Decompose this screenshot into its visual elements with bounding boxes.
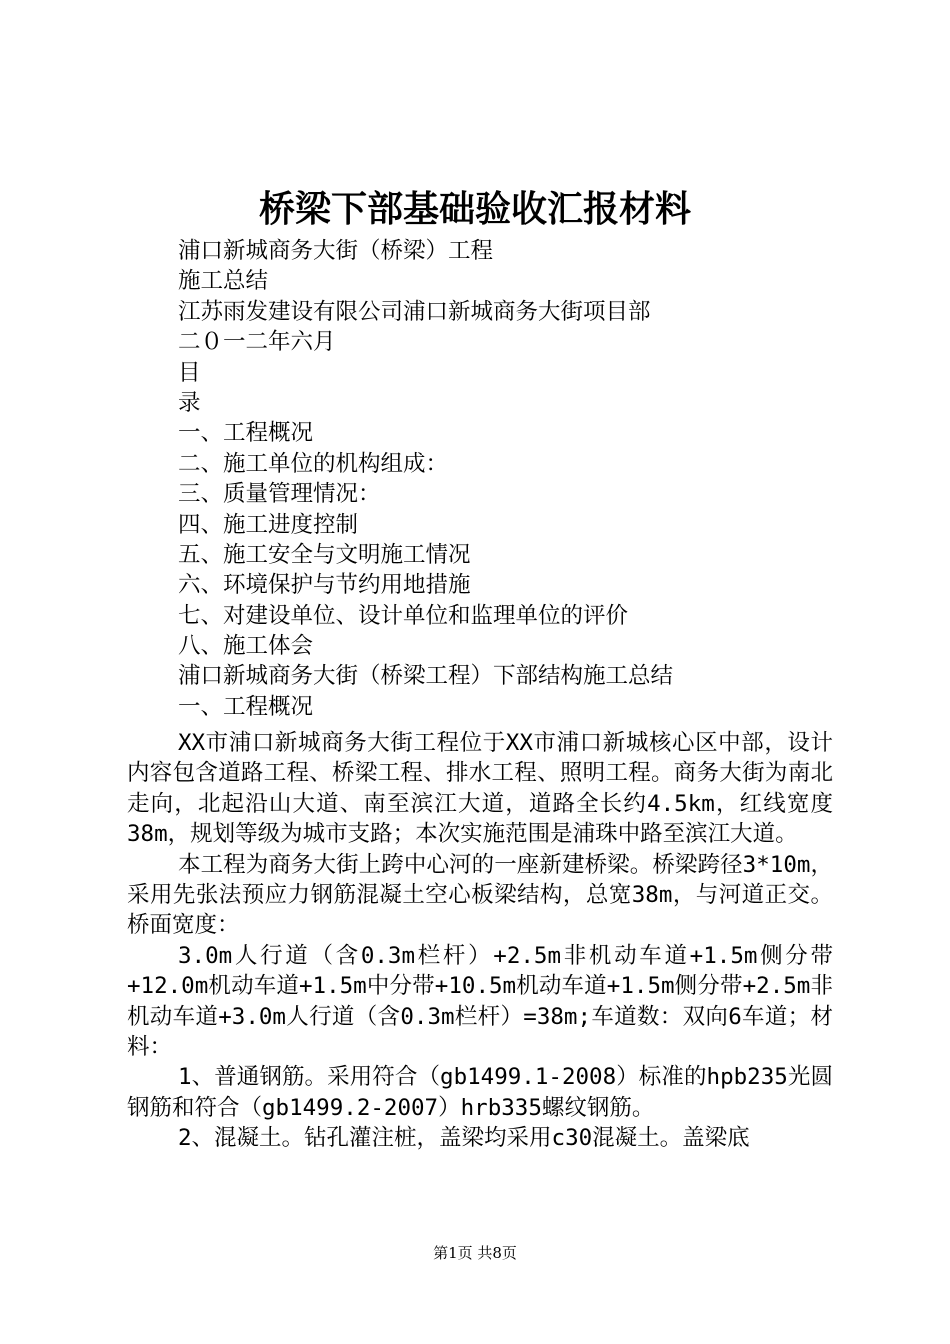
toc-item: 七、对建设单位、设计单位和监理单位的评价: [178, 602, 629, 629]
paragraph: XX市浦口新城商务大街工程位于XX市浦口新城核心区中部，设计内容包含道路工程、桥梁工程、排水工程、照明工程。商务大街为南北走向，北起沿山大道、南至滨江大道，道路全长约4.5km，红线宽度38m，规划等级为城市支路；本次实施范围是浦珠中路至滨江大道。: [127, 730, 833, 848]
toc-item: 六、环境保护与节约用地措施: [178, 572, 471, 599]
page-footer: 第1页 共8页: [433, 1244, 517, 1262]
paragraph: 本工程为商务大街上跨中心河的一座新建桥梁。桥梁跨径3*10m，采用先张法预应力钢筋混凝土空心板梁结构，总宽38m，与河道正交。桥面宽度：: [127, 851, 833, 939]
date-line: 二０一二年六月: [178, 329, 336, 356]
toc-item: 二、施工单位的机构组成：: [178, 450, 449, 477]
company-line: 江苏雨发建设有限公司浦口新城商务大街项目部: [178, 298, 651, 325]
project-name-line: 浦口新城商务大街（桥梁）工程: [178, 238, 494, 264]
section-title-line: 浦口新城商务大街（桥梁工程）下部结构施工总结: [178, 663, 674, 690]
paragraph: 2、混凝土。钻孔灌注桩，盖梁均采用c30混凝土。盖梁底: [178, 1125, 750, 1152]
paragraph: 1、普通钢筋。采用符合（gb1499.1-2008）标准的hpb235光圆钢筋和符合（gb1499.2-2007）hrb335螺纹钢筋。: [127, 1064, 833, 1121]
header-lines: [178, 236, 858, 722]
body-text: [127, 728, 833, 1154]
toc-item: 一、工程概况: [178, 420, 314, 447]
toc-heading-line-1: 目: [178, 359, 201, 386]
section-heading-line: 一、工程概况: [178, 693, 314, 720]
toc-item: 五、施工安全与文明施工情况: [178, 541, 471, 568]
document-title: 桥梁下部基础验收汇报材料: [258, 188, 691, 230]
toc-item: 四、施工进度控制: [178, 511, 359, 538]
toc-item: 八、施工体会: [178, 633, 314, 660]
toc-heading-line-2: 录: [178, 389, 201, 416]
toc-item: 三、质量管理情况：: [178, 481, 381, 508]
summary-label-line: 施工总结: [178, 268, 269, 295]
paragraph: 3.0m人行道（含0.3m栏杆）+2.5m非机动车道+1.5m侧分带+12.0m机动车道+1.5m中分带+10.5m机动车道+1.5m侧分带+2.5m非机动车道+3.0m人行道（含0.3m栏杆）=38m;车道数：双向6车道；材料：: [127, 942, 833, 1061]
